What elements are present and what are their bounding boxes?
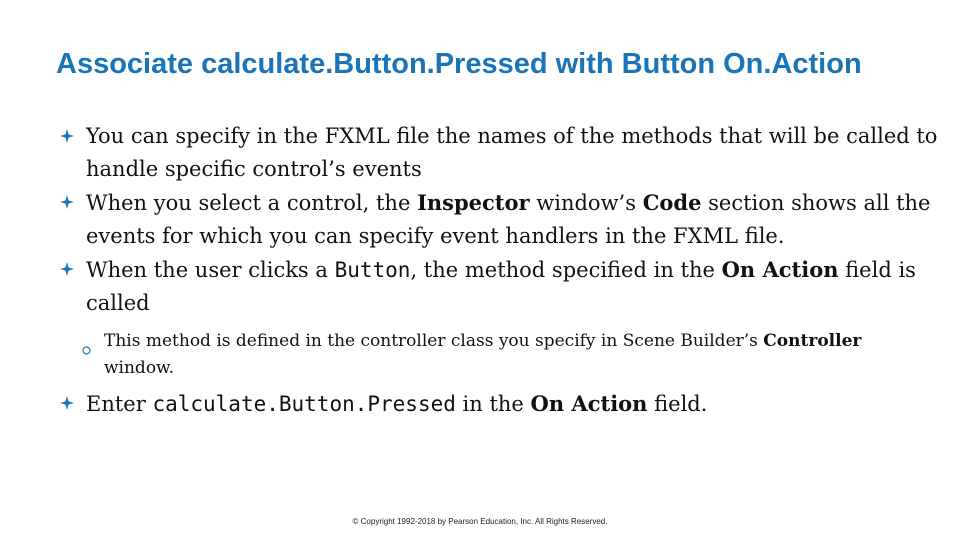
bullet-item <box>60 387 960 421</box>
bullet-item <box>60 120 940 186</box>
button-code: Button <box>334 258 411 282</box>
bullet-item <box>60 186 940 253</box>
diamond-bullet-icon <box>60 396 74 410</box>
on-action-term: On Action <box>721 257 839 282</box>
bullet-item <box>60 253 940 320</box>
inspector-term: Inspector <box>417 190 530 215</box>
bullet-text: When you select a control, the Inspector window’s Code section shows all the events for which you can specify event handlers in the FXML file. <box>86 190 931 248</box>
bullet-text: Enter calculate.Button.Pressed in the On Action field. <box>86 391 708 416</box>
circle-bullet-icon <box>82 337 91 346</box>
copyright-footer: © Copyright 1992-2018 by Pearson Education, Inc. All Rights Reserved. <box>352 517 608 526</box>
diamond-bullet-icon <box>60 129 74 143</box>
bullet-text: You can specify in the FXML file the names of the methods that will be called to handle specific control’s events <box>86 124 938 181</box>
on-action-term: On Action <box>530 391 648 416</box>
bullet-list <box>60 120 940 320</box>
sub-bullet-item <box>82 328 904 382</box>
slide-title: Associate calculate.Button.Pressed with Button On.Action <box>56 48 862 80</box>
diamond-bullet-icon <box>60 262 74 276</box>
bullet-text: When the user clicks a Button, the method specified in the On Action field is called <box>86 257 916 315</box>
code-term: Code <box>642 190 702 215</box>
method-name-code: calculate.Button.Pressed <box>152 392 456 416</box>
controller-term: Controller <box>763 331 862 351</box>
sub-bullet-text: This method is defined in the controller class you specify in Scene Builder’s Controller window. <box>104 331 862 378</box>
diamond-bullet-icon <box>60 195 74 209</box>
